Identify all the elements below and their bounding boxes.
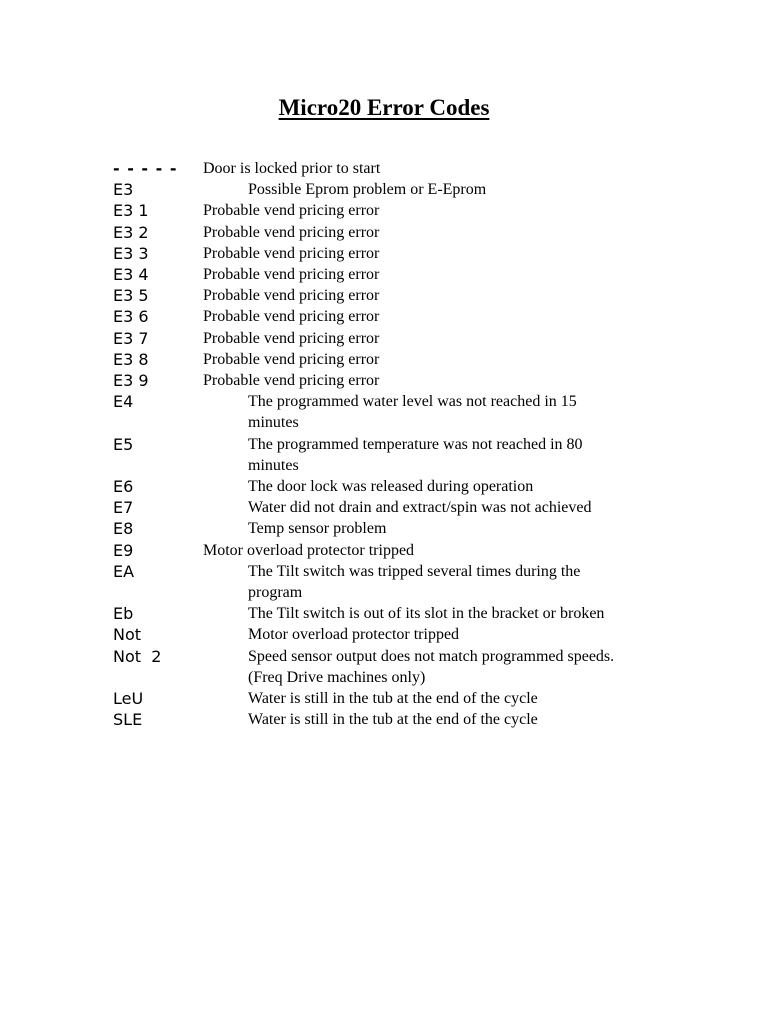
error-description-line: Probable vend pricing error <box>203 372 380 390</box>
error-code-row <box>113 434 693 476</box>
error-description <box>203 434 658 476</box>
error-code: E7 <box>113 498 134 518</box>
error-description <box>203 540 658 561</box>
error-description <box>203 158 658 179</box>
error-code-row <box>113 200 693 221</box>
error-code: E3 9 <box>113 371 149 391</box>
error-code-row <box>113 518 693 539</box>
error-code: E3 7 <box>113 328 149 348</box>
error-code: E8 <box>113 519 134 539</box>
error-description <box>203 497 658 518</box>
error-description-line: Water is still in the tub at the end of the cycle <box>248 711 538 729</box>
error-description-line: Water is still in the tub at the end of the cycle <box>248 690 538 708</box>
error-code: E3 2 <box>113 222 149 242</box>
error-code-row <box>113 243 693 264</box>
error-description <box>203 306 658 327</box>
error-code-row <box>113 285 693 306</box>
error-description <box>203 518 658 539</box>
error-code: E9 <box>113 540 134 560</box>
error-code-row <box>113 306 693 327</box>
error-code-row <box>113 328 693 349</box>
error-description-line: program <box>248 584 303 602</box>
error-code-row <box>113 688 693 709</box>
error-description-line: Speed sensor output does not match programmed speeds. <box>248 647 615 665</box>
error-code-row <box>113 179 693 200</box>
error-description-line: Probable vend pricing error <box>203 223 380 241</box>
error-description-line: Temp sensor problem <box>248 520 387 538</box>
error-code-row <box>113 158 693 179</box>
error-code-row <box>113 370 693 391</box>
error-code: LeU <box>113 689 144 709</box>
error-code: SLE <box>113 710 143 730</box>
error-description-line: Probable vend pricing error <box>203 202 380 220</box>
error-description <box>203 688 658 709</box>
error-description-line: Probable vend pricing error <box>203 350 380 368</box>
error-description-line: (Freq Drive machines only) <box>248 668 426 686</box>
error-code-row <box>113 646 693 688</box>
error-code: E3 8 <box>113 349 149 369</box>
error-description <box>203 603 658 624</box>
error-description <box>203 243 658 264</box>
error-description <box>203 179 658 200</box>
error-code: E3 <box>113 180 134 200</box>
error-description-line: Probable vend pricing error <box>203 308 380 326</box>
error-code: Not <box>113 625 142 645</box>
error-code-row <box>113 709 693 730</box>
error-code-row <box>113 222 693 243</box>
error-description-line: Probable vend pricing error <box>203 287 380 305</box>
error-code-row <box>113 624 693 645</box>
error-code: E3 4 <box>113 265 149 285</box>
error-description-line: The programmed water level was not reached in 15 <box>248 393 577 411</box>
error-description-line: The Tilt switch was tripped several times during the <box>248 562 581 580</box>
error-description-line: Motor overload protector tripped <box>248 626 460 644</box>
error-description <box>203 391 658 433</box>
error-description-line: minutes <box>248 456 299 474</box>
error-description-line: Motor overload protector tripped <box>203 541 415 559</box>
page-title: Micro20 Error Codes <box>278 95 490 120</box>
error-description-line: The door lock was released during operation <box>248 478 534 496</box>
error-code-row <box>113 349 693 370</box>
error-description-line: Possible Eprom problem or E-Eprom <box>248 181 487 199</box>
error-description-line: Door is locked prior to start <box>203 160 381 177</box>
error-description-line: The programmed temperature was not reached in 80 <box>248 435 583 453</box>
error-description <box>203 646 658 688</box>
error-code: Not 2 <box>113 646 162 666</box>
error-code-row <box>113 603 693 624</box>
error-description <box>203 222 658 243</box>
error-code-row <box>113 497 693 518</box>
error-description <box>203 476 658 497</box>
error-description <box>203 709 658 730</box>
error-code: EA <box>113 561 135 581</box>
error-code-row <box>113 540 693 561</box>
error-description-line: The Tilt switch is out of its slot in the bracket or broken <box>248 605 605 623</box>
error-code-row <box>113 264 693 285</box>
error-description <box>203 200 658 221</box>
error-code: Eb <box>113 604 134 624</box>
error-description <box>203 624 658 645</box>
error-description <box>203 370 658 391</box>
error-code: E3 3 <box>113 243 149 263</box>
error-description-line: minutes <box>248 414 299 432</box>
error-code: E3 5 <box>113 286 149 306</box>
error-description-line: Probable vend pricing error <box>203 329 380 347</box>
error-code: E4 <box>113 392 134 412</box>
error-description-line: Water did not drain and extract/spin was not achieved <box>248 499 592 517</box>
error-description-line: Probable vend pricing error <box>203 266 380 284</box>
error-description <box>203 561 658 603</box>
error-description-line: Probable vend pricing error <box>203 244 380 262</box>
error-description <box>203 349 658 370</box>
error-code: - - - - - <box>113 159 178 178</box>
error-description <box>203 264 658 285</box>
error-code: E3 1 <box>113 201 149 221</box>
error-code-row <box>113 391 693 433</box>
error-description <box>203 328 658 349</box>
error-description <box>203 285 658 306</box>
error-code-row <box>113 476 693 497</box>
error-code-list <box>113 158 693 730</box>
error-code: E6 <box>113 477 134 497</box>
error-code: E5 <box>113 434 134 454</box>
error-code-row <box>113 561 693 603</box>
error-code: E3 6 <box>113 307 149 327</box>
